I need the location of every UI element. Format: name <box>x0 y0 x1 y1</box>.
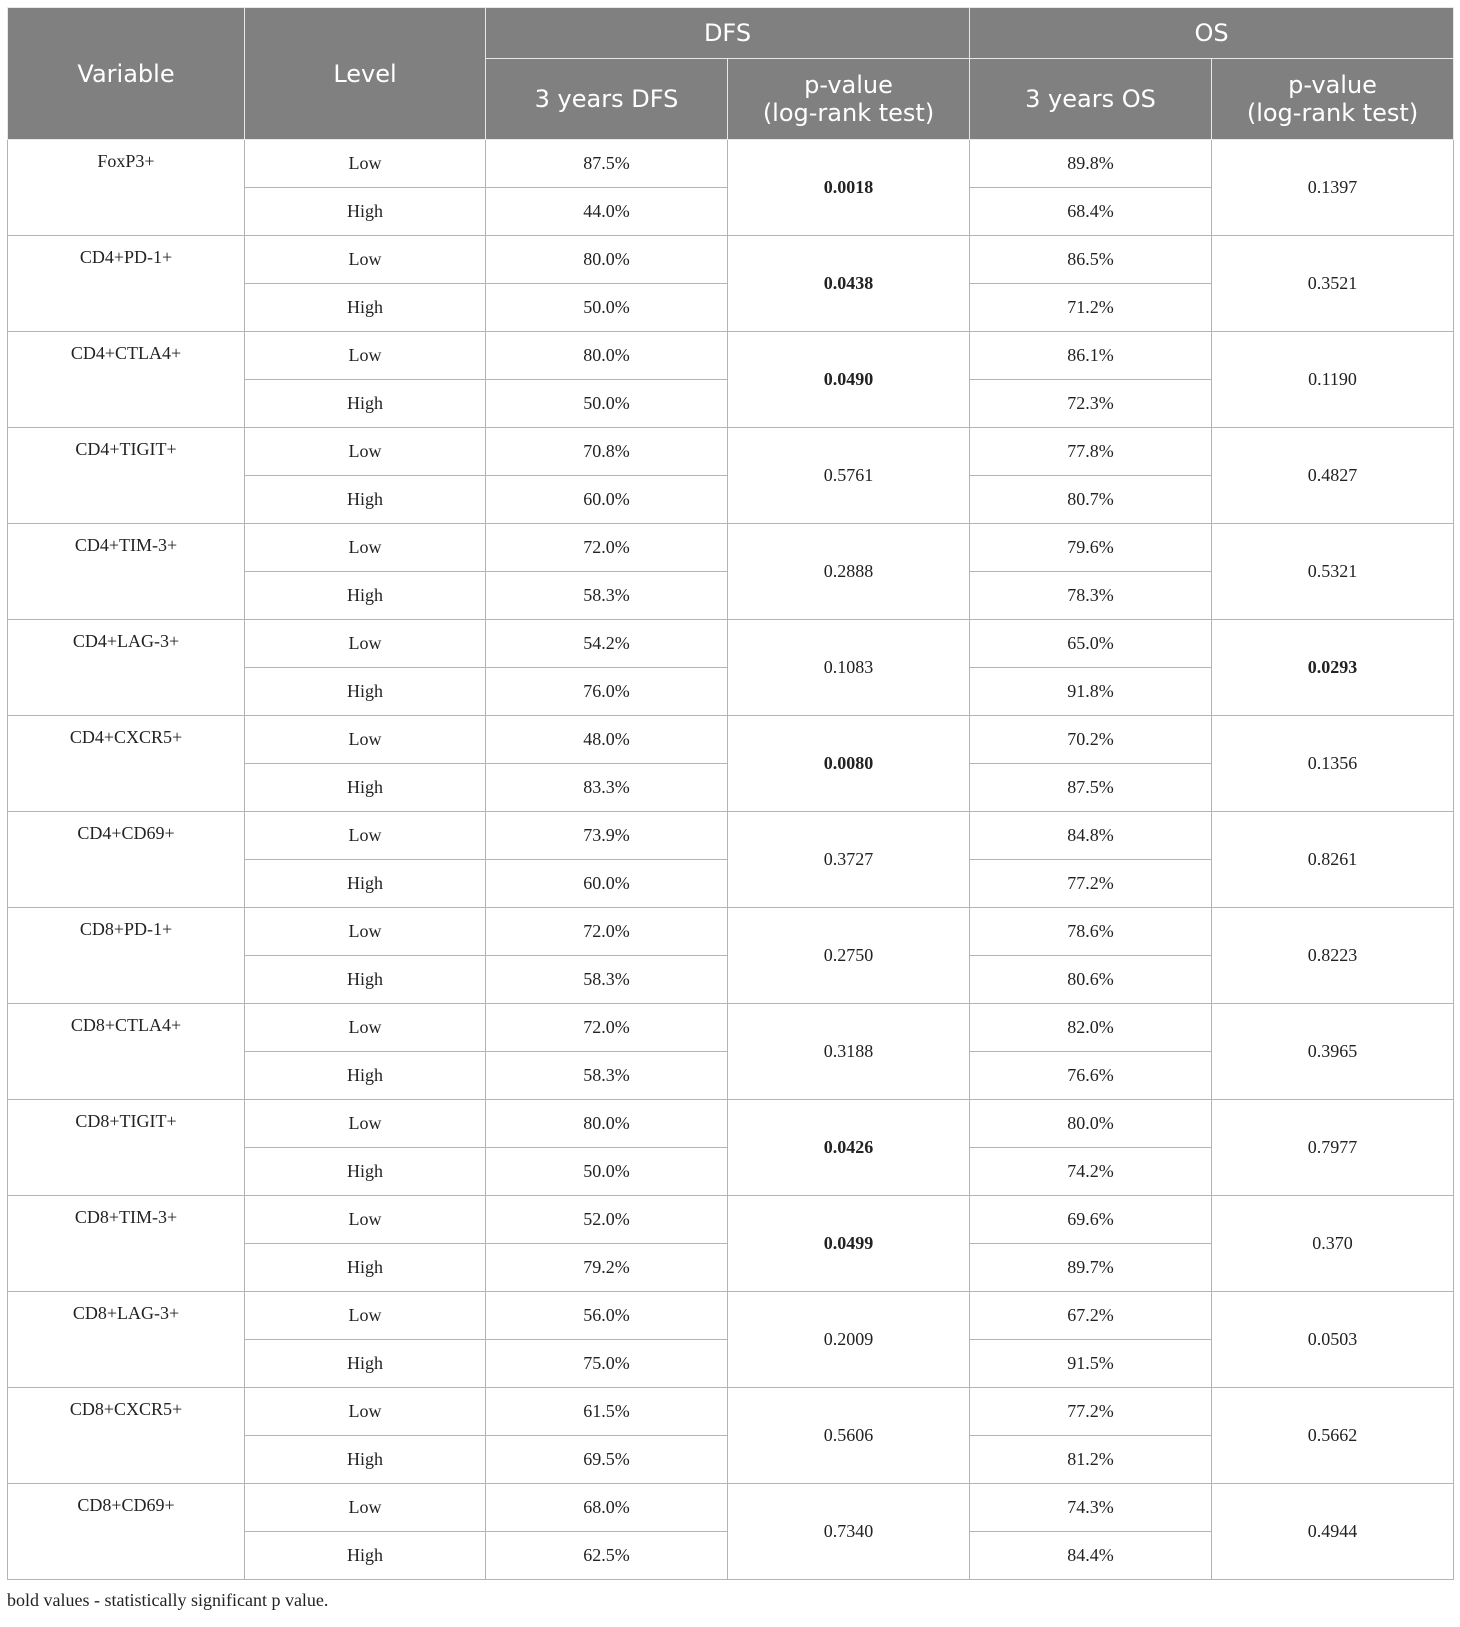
os-3y-cell: 67.2% <box>970 1292 1212 1340</box>
dfs-3y-cell: 76.0% <box>486 668 728 716</box>
os-3y-cell: 77.8% <box>970 428 1212 476</box>
level-cell: Low <box>245 1004 486 1052</box>
table-row <box>8 908 1454 956</box>
variable-cell: CD8+LAG-3+ <box>8 1292 245 1388</box>
level-cell: High <box>245 860 486 908</box>
dfs-p-value-cell: 0.3188 <box>728 1004 970 1100</box>
survival-table <box>7 7 1454 1580</box>
os-3y-cell: 77.2% <box>970 1388 1212 1436</box>
os-3y-cell: 81.2% <box>970 1436 1212 1484</box>
dfs-3y-cell: 50.0% <box>486 1148 728 1196</box>
dfs-3y-cell: 62.5% <box>486 1532 728 1580</box>
dfs-3y-cell: 58.3% <box>486 572 728 620</box>
os-3y-cell: 78.3% <box>970 572 1212 620</box>
header-dfs-p <box>728 59 970 140</box>
dfs-3y-cell: 52.0% <box>486 1196 728 1244</box>
level-cell: High <box>245 1532 486 1580</box>
dfs-3y-cell: 80.0% <box>486 236 728 284</box>
level-cell: High <box>245 1436 486 1484</box>
os-p-value-cell: 0.3965 <box>1212 1004 1454 1100</box>
os-p-value-cell: 0.1356 <box>1212 716 1454 812</box>
table-row <box>8 1484 1454 1532</box>
os-3y-cell: 79.6% <box>970 524 1212 572</box>
level-cell: Low <box>245 716 486 764</box>
os-p-value-cell: 0.0503 <box>1212 1292 1454 1388</box>
variable-cell: FoxP3+ <box>8 140 245 236</box>
header-dfs-p-line1: p-value <box>804 71 893 99</box>
level-cell: High <box>245 1244 486 1292</box>
table-row <box>8 428 1454 476</box>
level-cell: High <box>245 668 486 716</box>
level-cell: Low <box>245 812 486 860</box>
dfs-p-value-cell: 0.0018 <box>728 140 970 236</box>
variable-cell: CD8+TIGIT+ <box>8 1100 245 1196</box>
os-p-value-cell: 0.7977 <box>1212 1100 1454 1196</box>
level-cell: High <box>245 1052 486 1100</box>
dfs-p-value-cell: 0.0426 <box>728 1100 970 1196</box>
level-cell: Low <box>245 428 486 476</box>
os-3y-cell: 91.8% <box>970 668 1212 716</box>
variable-cell: CD4+PD-1+ <box>8 236 245 332</box>
variable-cell: CD8+CXCR5+ <box>8 1388 245 1484</box>
table-row <box>8 1100 1454 1148</box>
variable-cell: CD4+CXCR5+ <box>8 716 245 812</box>
os-p-value-cell: 0.8261 <box>1212 812 1454 908</box>
os-3y-cell: 87.5% <box>970 764 1212 812</box>
dfs-3y-cell: 80.0% <box>486 1100 728 1148</box>
dfs-3y-cell: 70.8% <box>486 428 728 476</box>
header-variable: Variable <box>8 8 245 140</box>
table-row <box>8 524 1454 572</box>
dfs-3y-cell: 58.3% <box>486 956 728 1004</box>
dfs-3y-cell: 44.0% <box>486 188 728 236</box>
dfs-3y-cell: 54.2% <box>486 620 728 668</box>
table-row <box>8 332 1454 380</box>
level-cell: Low <box>245 140 486 188</box>
variable-cell: CD4+LAG-3+ <box>8 620 245 716</box>
header-os-p-line1: p-value <box>1288 71 1377 99</box>
os-p-value-cell: 0.3521 <box>1212 236 1454 332</box>
os-3y-cell: 86.5% <box>970 236 1212 284</box>
os-3y-cell: 69.6% <box>970 1196 1212 1244</box>
os-3y-cell: 89.8% <box>970 140 1212 188</box>
dfs-3y-cell: 72.0% <box>486 524 728 572</box>
level-cell: Low <box>245 332 486 380</box>
dfs-p-value-cell: 0.2888 <box>728 524 970 620</box>
header-dfs-p-line2: (log-rank test) <box>762 99 935 127</box>
dfs-3y-cell: 80.0% <box>486 332 728 380</box>
dfs-3y-cell: 48.0% <box>486 716 728 764</box>
header-level: Level <box>245 8 486 140</box>
os-p-value-cell: 0.1397 <box>1212 140 1454 236</box>
os-3y-cell: 89.7% <box>970 1244 1212 1292</box>
variable-cell: CD4+CD69+ <box>8 812 245 908</box>
dfs-p-value-cell: 0.0490 <box>728 332 970 428</box>
level-cell: Low <box>245 236 486 284</box>
dfs-3y-cell: 72.0% <box>486 1004 728 1052</box>
os-3y-cell: 68.4% <box>970 188 1212 236</box>
table-row <box>8 1004 1454 1052</box>
os-3y-cell: 70.2% <box>970 716 1212 764</box>
variable-cell: CD4+CTLA4+ <box>8 332 245 428</box>
os-p-value-cell: 0.1190 <box>1212 332 1454 428</box>
dfs-3y-cell: 83.3% <box>486 764 728 812</box>
os-3y-cell: 65.0% <box>970 620 1212 668</box>
table-row <box>8 620 1454 668</box>
os-3y-cell: 74.3% <box>970 1484 1212 1532</box>
dfs-3y-cell: 69.5% <box>486 1436 728 1484</box>
table-header <box>8 8 1454 140</box>
header-os-p-line2: (log-rank test) <box>1246 99 1419 127</box>
table-row <box>8 1292 1454 1340</box>
dfs-p-value-cell: 0.0438 <box>728 236 970 332</box>
table-row <box>8 1388 1454 1436</box>
level-cell: Low <box>245 908 486 956</box>
header-os-p <box>1212 59 1454 140</box>
dfs-3y-cell: 75.0% <box>486 1340 728 1388</box>
dfs-p-value-cell: 0.0499 <box>728 1196 970 1292</box>
dfs-3y-cell: 50.0% <box>486 380 728 428</box>
os-3y-cell: 80.6% <box>970 956 1212 1004</box>
footnote: bold values - statistically significant p value. <box>7 1590 329 1610</box>
level-cell: High <box>245 1340 486 1388</box>
variable-cell: CD4+TIM-3+ <box>8 524 245 620</box>
header-os: OS <box>970 8 1454 59</box>
level-cell: Low <box>245 1100 486 1148</box>
dfs-p-value-cell: 0.0080 <box>728 716 970 812</box>
table-body <box>8 140 1454 1580</box>
dfs-3y-cell: 60.0% <box>486 860 728 908</box>
dfs-3y-cell: 60.0% <box>486 476 728 524</box>
os-3y-cell: 82.0% <box>970 1004 1212 1052</box>
level-cell: High <box>245 188 486 236</box>
dfs-3y-cell: 72.0% <box>486 908 728 956</box>
table-container <box>7 7 1453 1611</box>
dfs-3y-cell: 56.0% <box>486 1292 728 1340</box>
header-os-3y: 3 years OS <box>970 59 1212 140</box>
level-cell: Low <box>245 1292 486 1340</box>
level-cell: High <box>245 956 486 1004</box>
dfs-3y-cell: 61.5% <box>486 1388 728 1436</box>
os-3y-cell: 80.0% <box>970 1100 1212 1148</box>
dfs-3y-cell: 79.2% <box>486 1244 728 1292</box>
level-cell: Low <box>245 1196 486 1244</box>
level-cell: High <box>245 476 486 524</box>
os-p-value-cell: 0.8223 <box>1212 908 1454 1004</box>
dfs-p-value-cell: 0.7340 <box>728 1484 970 1580</box>
os-3y-cell: 84.8% <box>970 812 1212 860</box>
os-p-value-cell: 0.5321 <box>1212 524 1454 620</box>
dfs-3y-cell: 58.3% <box>486 1052 728 1100</box>
os-3y-cell: 80.7% <box>970 476 1212 524</box>
os-3y-cell: 86.1% <box>970 332 1212 380</box>
level-cell: High <box>245 764 486 812</box>
level-cell: High <box>245 284 486 332</box>
os-p-value-cell: 0.4827 <box>1212 428 1454 524</box>
level-cell: Low <box>245 1388 486 1436</box>
level-cell: Low <box>245 524 486 572</box>
dfs-p-value-cell: 0.5606 <box>728 1388 970 1484</box>
os-3y-cell: 72.3% <box>970 380 1212 428</box>
os-p-value-cell: 0.4944 <box>1212 1484 1454 1580</box>
table-row <box>8 236 1454 284</box>
level-cell: Low <box>245 1484 486 1532</box>
os-3y-cell: 84.4% <box>970 1532 1212 1580</box>
dfs-p-value-cell: 0.1083 <box>728 620 970 716</box>
table-row <box>8 716 1454 764</box>
os-3y-cell: 76.6% <box>970 1052 1212 1100</box>
table-row <box>8 140 1454 188</box>
table-row <box>8 1196 1454 1244</box>
level-cell: High <box>245 380 486 428</box>
dfs-3y-cell: 87.5% <box>486 140 728 188</box>
dfs-p-value-cell: 0.3727 <box>728 812 970 908</box>
os-3y-cell: 91.5% <box>970 1340 1212 1388</box>
dfs-p-value-cell: 0.2009 <box>728 1292 970 1388</box>
dfs-p-value-cell: 0.5761 <box>728 428 970 524</box>
variable-cell: CD8+CD69+ <box>8 1484 245 1580</box>
dfs-3y-cell: 68.0% <box>486 1484 728 1532</box>
variable-cell: CD8+CTLA4+ <box>8 1004 245 1100</box>
level-cell: Low <box>245 620 486 668</box>
table-row <box>8 812 1454 860</box>
os-3y-cell: 71.2% <box>970 284 1212 332</box>
os-3y-cell: 78.6% <box>970 908 1212 956</box>
os-p-value-cell: 0.5662 <box>1212 1388 1454 1484</box>
dfs-p-value-cell: 0.2750 <box>728 908 970 1004</box>
variable-cell: CD8+PD-1+ <box>8 908 245 1004</box>
os-3y-cell: 74.2% <box>970 1148 1212 1196</box>
os-p-value-cell: 0.0293 <box>1212 620 1454 716</box>
variable-cell: CD8+TIM-3+ <box>8 1196 245 1292</box>
level-cell: High <box>245 1148 486 1196</box>
header-dfs: DFS <box>486 8 970 59</box>
dfs-3y-cell: 50.0% <box>486 284 728 332</box>
dfs-3y-cell: 73.9% <box>486 812 728 860</box>
os-p-value-cell: 0.370 <box>1212 1196 1454 1292</box>
os-3y-cell: 77.2% <box>970 860 1212 908</box>
header-dfs-3y: 3 years DFS <box>486 59 728 140</box>
level-cell: High <box>245 572 486 620</box>
variable-cell: CD4+TIGIT+ <box>8 428 245 524</box>
